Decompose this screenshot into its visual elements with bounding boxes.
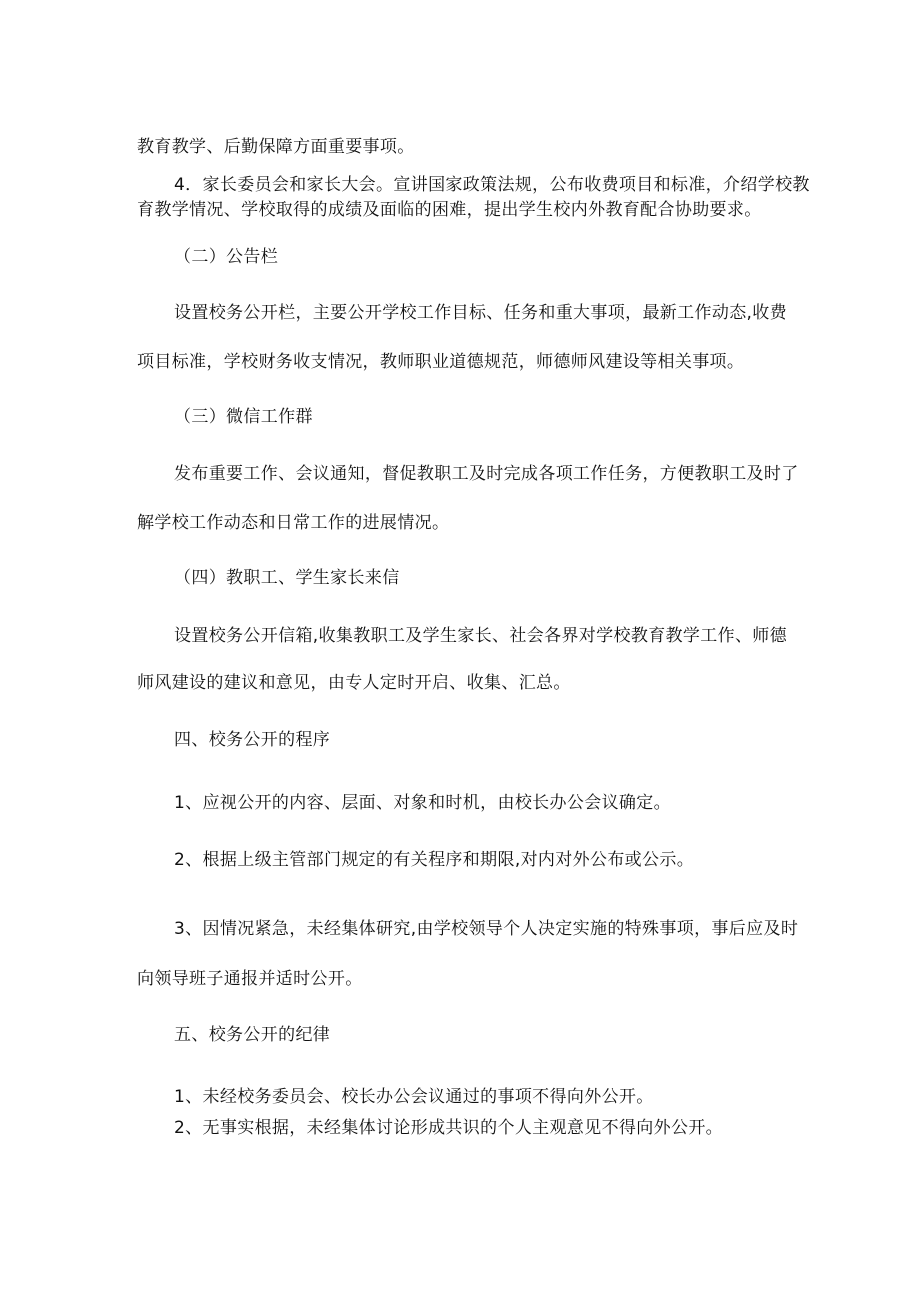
- list-item: 3、因情况紧急，未经集体研究,由学校领导个人决定实施的特殊事项，事后应及时: [174, 919, 799, 939]
- paragraph-line: 育教学情况、学校取得的成绩及面临的困难，提出学生校内外教育配合协助要求。: [137, 200, 762, 220]
- list-item: 2、无事实根据，未经集体讨论形成共识的个人主观意见不得向外公开。: [174, 1118, 724, 1138]
- paragraph-line: 向领导班子通报并适时公开。: [137, 969, 363, 989]
- section-heading: （四）教职工、学生家长来信: [174, 568, 400, 588]
- section-heading: 四、校务公开的程序: [174, 730, 331, 750]
- paragraph-line: 设置校务公开栏，主要公开学校工作目标、任务和重大事项，最新工作动态,收费: [174, 303, 788, 323]
- list-item: 1、应视公开的内容、层面、对象和时机，由校长办公会议确定。: [174, 793, 671, 813]
- paragraph-line: 项目标准，学校财务收支情况，教师职业道德规范，师德师风建设等相关事项。: [137, 352, 745, 372]
- section-heading: （三）微信工作群: [174, 407, 313, 427]
- list-item: 1、未经校务委员会、校长办公会议通过的事项不得向外公开。: [174, 1087, 654, 1107]
- section-heading: （二）公告栏: [174, 247, 279, 267]
- paragraph-line: 师风建设的建议和意见，由专人定时开启、收集、汇总。: [137, 673, 571, 693]
- paragraph-line: 4．家长委员会和家长大会。宣讲国家政策法规，公布收费项目和标准，介绍学校教: [174, 175, 810, 195]
- paragraph-line: 教育教学、后勤保障方面重要事项。: [137, 137, 415, 157]
- section-heading: 五、校务公开的纪律: [174, 1025, 331, 1045]
- paragraph-line: 发布重要工作、会议通知，督促教职工及时完成各项工作任务，方便教职工及时了: [174, 464, 799, 484]
- paragraph-line: 设置校务公开信箱,收集教职工及学生家长、社会各界对学校教育教学工作、师德: [174, 626, 788, 646]
- list-item: 2、根据上级主管部门规定的有关程序和期限,对内对外公布或公示。: [174, 850, 695, 870]
- paragraph-line: 解学校工作动态和日常工作的进展情况。: [137, 513, 450, 533]
